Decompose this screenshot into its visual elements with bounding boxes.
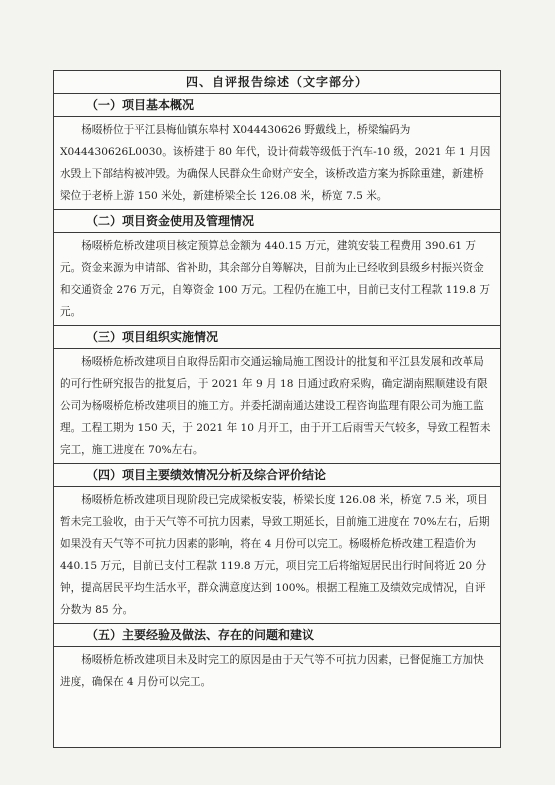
section-5-text: 杨啜桥危桥改建项目未及时完工的原因是由于天气等不可抗力因素，已督促施工方加快进度，确保在 4 月份可以完工。	[60, 654, 484, 688]
section-1-heading: （一）项目基本概况	[54, 94, 500, 117]
section-1-text: 杨啜桥位于平江县梅仙镇东皋村 X044430626 野戴线上，桥梁编码为 X044430626L0030。该桥建于 80 年代，设计荷载等级低于汽车-10 级，2021 年 1 月因水毁上下部结构被冲毁。为确保人民群众生命财产安全，该桥改造方案为拆除重建，新建桥梁位于老桥上游 150 米处，新建桥梁全长 126.08 米，桥宽 7.5 米。	[60, 124, 491, 202]
report-page	[53, 70, 501, 748]
section-4-text: 杨啜桥危桥改建项目现阶段已完成梁板安装，桥梁长度 126.08 米，桥宽 7.5 米，项目暂未完工验收，由于天气等不可抗力因素，导致工期延长，目前施工进度在 70%左右，后期如果没有天气等不可抗力因素的影响，将在 4 月份可以完工。杨啜桥危桥改建工程造价为 440.15 万元，目前已支付工程款 119.8 万元，项目完工后将缩短居民出行时间将近 20 分钟，提高居民平均生活水平，群众满意度达到 100%。根据工程施工及绩效完成情况，自评分数为 85 分。	[60, 494, 490, 616]
section-2-body	[54, 233, 500, 326]
section-5-heading: （五）主要经验及做法、存在的问题和建议	[54, 624, 500, 647]
section-1-body	[54, 117, 500, 210]
section-4-heading: （四）项目主要绩效情况分析及综合评价结论	[54, 464, 500, 487]
report-title: 四、自评报告综述（文字部分）	[54, 71, 500, 94]
section-3-text: 杨啜桥危桥改建项目自取得岳阳市交通运输局施工图设计的批复和平江县发展和改革局的可行性研究报告的批复后，于 2021 年 9 月 18 日通过政府采购，确定湖南熙顺建设有限公司为杨啜桥危桥改建项目的施工方。并委托湖南通达建设工程咨询监理有限公司为施工监理。工程工期为 150 天，于 2021 年 10 月开工，由于开工后雨雪天气较多，导致工程暂未完工，施工进度在 70%左右。	[60, 356, 491, 456]
section-4-body	[54, 487, 500, 624]
section-2-heading: （二）项目资金使用及管理情况	[54, 210, 500, 233]
section-2-text: 杨啜桥危桥改建项目核定预算总金额为 440.15 万元，建筑安装工程费用 390.61 万元。资金来源为申请部、省补助，其余部分自筹解决，目前为止已经收到县级乡村振兴资金和交通资金 276 万元，自筹资金 100 万元。工程仍在施工中，目前已支付工程款 119.8 万元。	[60, 240, 490, 318]
section-3-body	[54, 349, 500, 464]
section-3-heading: （三）项目组织实施情况	[54, 326, 500, 349]
section-5-body	[54, 647, 500, 695]
